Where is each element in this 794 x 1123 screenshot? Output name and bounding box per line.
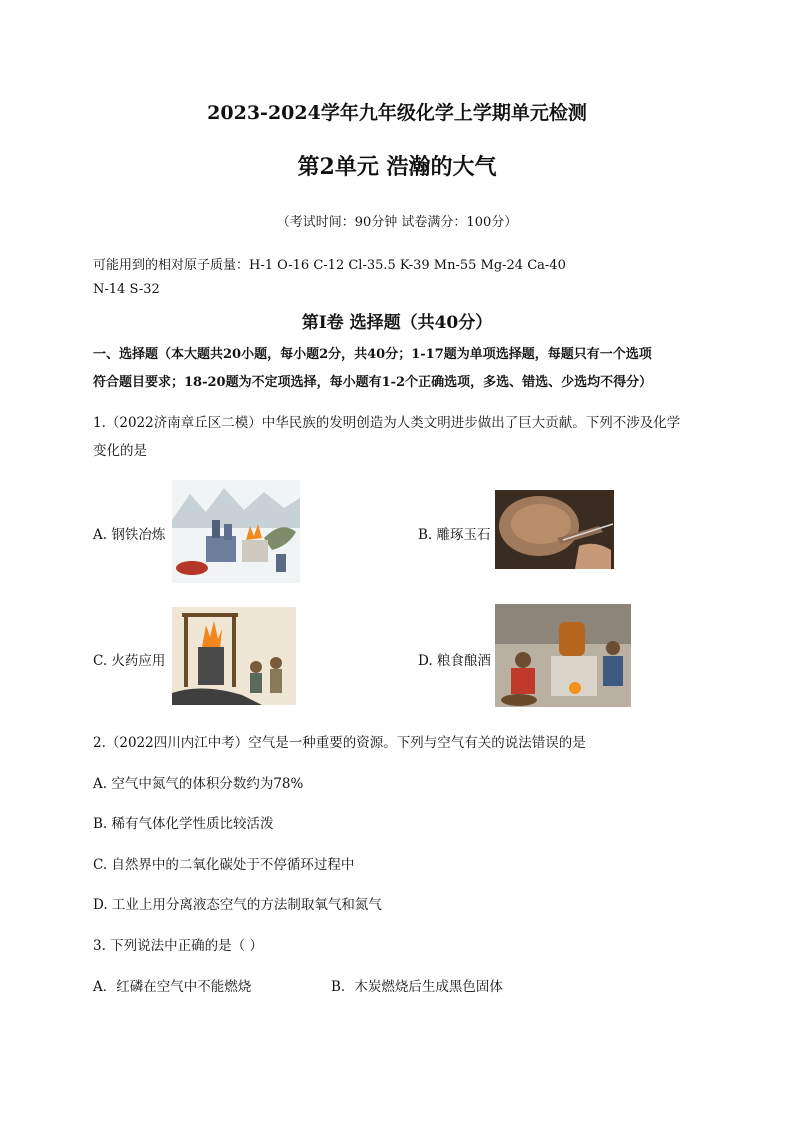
unit-title: 第2单元 浩瀚的大气 bbox=[297, 154, 497, 180]
question-2-option-a: A. 空气中氮气的体积分数约为78% bbox=[93, 776, 304, 792]
exam-title: 2023-2024学年九年级化学上学期单元检测 bbox=[207, 102, 587, 124]
question-1-option-a: A. 钢铁冶炼 bbox=[93, 527, 166, 543]
question-3-stem: 3. 下列说法中正确的是（ ） bbox=[93, 938, 263, 954]
question-1-stem-line-1: 1.（2022济南章丘区二模）中华民族的发明创造为人类文明进步做出了巨大贡献。下列不涉及化学 bbox=[93, 415, 681, 431]
atomic-masses-line-1: 可能用到的相对原子质量：H-1 O-16 C-12 Cl-35.5 K-39 Mn-55 Mg-24 Ca-40 bbox=[93, 258, 566, 273]
instructions-line-2: 符合题目要求；18-20题为不定项选择，每小题有1-2个正确选项，多选、错选、少选均不得分） bbox=[93, 375, 653, 390]
question-1-option-c: C. 火药应用 bbox=[93, 653, 166, 669]
atomic-masses-line-2: N-14 S-32 bbox=[93, 282, 160, 297]
question-1-stem-line-2: 变化的是 bbox=[93, 443, 147, 459]
question-2-option-b: B. 稀有气体化学性质比较活泼 bbox=[93, 816, 274, 832]
question-3-option-b: B．木炭燃烧后生成黑色固体 bbox=[331, 979, 503, 995]
grain-brewing-image bbox=[495, 604, 631, 707]
instructions-line-1: 一、选择题（本大题共20小题，每小题2分，共40分；1-17题为单项选择题，每题只有一个选项 bbox=[93, 347, 652, 362]
question-1-option-d: D. 粮食酿酒 bbox=[418, 653, 491, 669]
question-2-option-c: C. 自然界中的二氧化碳处于不停循环过程中 bbox=[93, 857, 355, 873]
question-2-option-d: D. 工业上用分离液态空气的方法制取氧气和氮气 bbox=[93, 897, 382, 913]
gunpowder-image bbox=[172, 607, 296, 705]
jade-carving-image bbox=[495, 490, 614, 569]
question-1-option-b: B. 雕琢玉石 bbox=[418, 527, 491, 543]
question-3-option-a: A．红磷在空气中不能燃烧 bbox=[93, 979, 252, 995]
exam-info: （考试时间：90分钟 试卷满分：100分） bbox=[276, 215, 518, 230]
steel-smelting-image bbox=[172, 480, 300, 583]
section-title: 第Ⅰ卷 选择题（共40分） bbox=[301, 313, 493, 333]
question-2-stem: 2.（2022四川内江中考）空气是一种重要的资源。下列与空气有关的说法错误的是 bbox=[93, 735, 586, 751]
